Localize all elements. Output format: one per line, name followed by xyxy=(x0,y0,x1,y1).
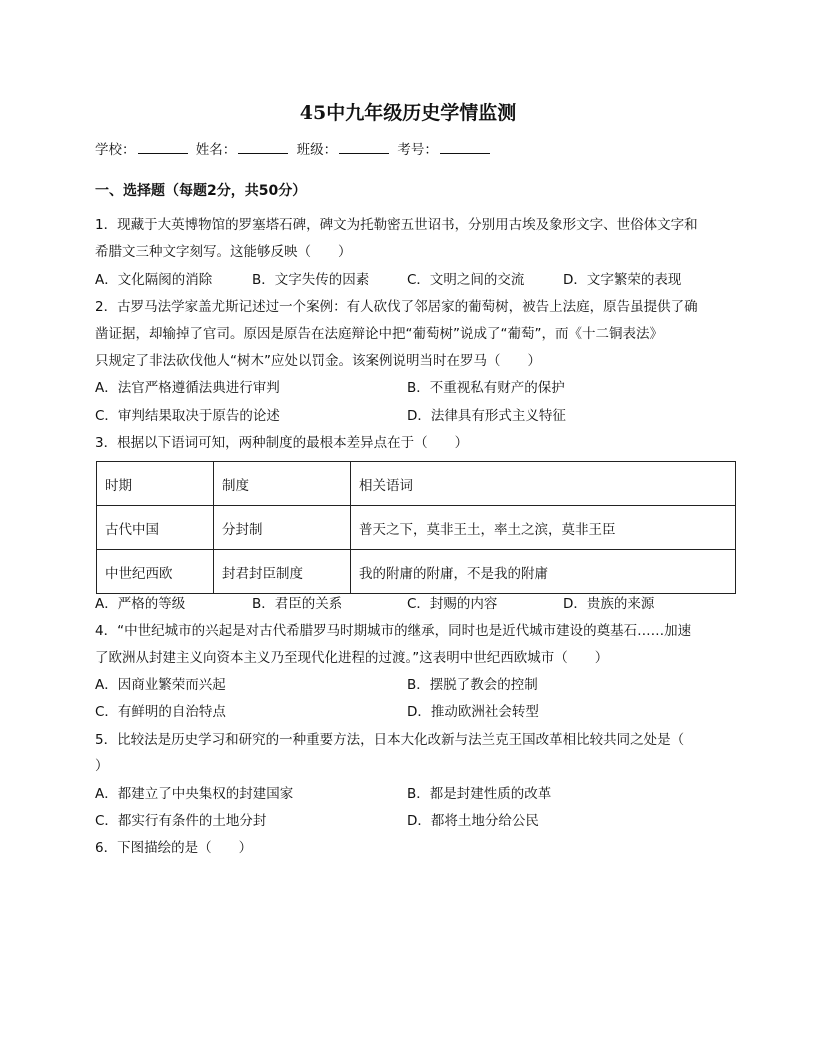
q3-option-d: D．贵族的来源 xyxy=(563,596,655,612)
q1-stem-line2: 希腊文三种文字刻写。这能够反映（ ） xyxy=(95,244,352,260)
table-cell: 我的附庸的附庸，不是我的附庸 xyxy=(351,550,736,594)
q4-option-a: A．因商业繁荣而兴起 xyxy=(95,677,226,693)
q2-option-b: B．不重视私有财产的保护 xyxy=(407,380,565,396)
table-header-cell: 时期 xyxy=(97,462,214,506)
q5-option-b: B．都是封建性质的改革 xyxy=(407,786,552,802)
q2-stem-line3: 只规定了非法砍伐他人“树木”应处以罚金。该案例说明当时在罗马（ ） xyxy=(95,353,541,369)
q2-option-c: C．审判结果取决于原告的论述 xyxy=(95,408,280,424)
q2-stem-line1: 2．古罗马法学家盖尤斯记述过一个案例：有人砍伐了邻居家的葡萄树，被告上法庭，原告虽提供了确 xyxy=(95,299,698,315)
name-blank[interactable] xyxy=(238,139,288,154)
table-header-row xyxy=(97,462,736,506)
q1-option-b: B．文字失传的因素 xyxy=(252,272,370,288)
table-cell: 普天之下，莫非王土，率土之滨，莫非王臣 xyxy=(351,506,736,550)
school-blank[interactable] xyxy=(138,139,188,154)
section-heading: 一、选择题（每题2分，共50分） xyxy=(95,183,307,199)
q3-comparison-table xyxy=(96,461,736,594)
q2-option-a: A．法官严格遵循法典进行审判 xyxy=(95,380,280,396)
q4-option-c: C．有鲜明的自治特点 xyxy=(95,704,226,720)
q6-stem-line1: 6．下图描绘的是（ ） xyxy=(95,840,253,856)
q3-stem-line1: 3．根据以下语词可知，两种制度的最根本差异点在于（ ） xyxy=(95,435,469,451)
q5-stem-line1: 5．比较法是历史学习和研究的一种重要方法，日本大化改新与法兰克王国改革相比较共同之处是（ xyxy=(95,732,685,748)
q1-option-c: C．文明之间的交流 xyxy=(407,272,525,288)
q3-option-c: C．封赐的内容 xyxy=(407,596,498,612)
table-cell: 分封制 xyxy=(214,506,351,550)
q3-option-a: A．严格的等级 xyxy=(95,596,186,612)
table-header-cell: 相关语词 xyxy=(351,462,736,506)
q4-option-d: D．推动欧洲社会转型 xyxy=(407,704,539,720)
table-cell: 中世纪西欧 xyxy=(97,550,214,594)
number-label: 考号： xyxy=(397,142,438,158)
table-header-cell: 制度 xyxy=(214,462,351,506)
q5-option-c: C．都实行有条件的土地分封 xyxy=(95,813,267,829)
q4-stem-line1: 4．“中世纪城市的兴起是对古代希腊罗马时期城市的继承，同时也是近代城市建设的奠基石……加速 xyxy=(95,623,692,639)
school-label: 学校： xyxy=(95,142,136,158)
class-label: 班级： xyxy=(296,142,338,158)
q5-stem-line2: ） xyxy=(95,758,109,774)
q2-option-d: D．法律具有形式主义特征 xyxy=(407,408,566,424)
table-row xyxy=(97,550,736,594)
q5-option-d: D．都将土地分给公民 xyxy=(407,813,539,829)
q1-option-a: A．文化隔阂的消除 xyxy=(95,272,213,288)
table-cell: 古代中国 xyxy=(97,506,214,550)
q2-stem-line2: 凿证据，却输掉了官司。原因是原告在法庭辩论中把“葡萄树”说成了“葡萄”，而《十二铜表法》 xyxy=(95,326,663,342)
q4-stem-line2: 了欧洲从封建主义向资本主义乃至现代化进程的过渡。”这表明中世纪西欧城市（ ） xyxy=(95,650,609,666)
number-blank[interactable] xyxy=(440,139,490,154)
table-cell: 封君封臣制度 xyxy=(214,550,351,594)
q1-option-d: D．文字繁荣的表现 xyxy=(563,272,682,288)
class-blank[interactable] xyxy=(339,139,389,154)
table-row xyxy=(97,506,736,550)
q5-option-a: A．都建立了中央集权的封建国家 xyxy=(95,786,294,802)
q1-stem-line1: 1．现藏于大英博物馆的罗塞塔石碑，碑文为托勒密五世诏书，分别用古埃及象形文字、世俗体文字和 xyxy=(95,217,698,233)
page-title: 45中九年级历史学情监测 xyxy=(299,102,517,124)
q4-option-b: B．摆脱了教会的控制 xyxy=(407,677,538,693)
student-info-line xyxy=(95,138,494,158)
q3-option-b: B．君臣的关系 xyxy=(252,596,343,612)
name-label: 姓名： xyxy=(195,142,237,158)
